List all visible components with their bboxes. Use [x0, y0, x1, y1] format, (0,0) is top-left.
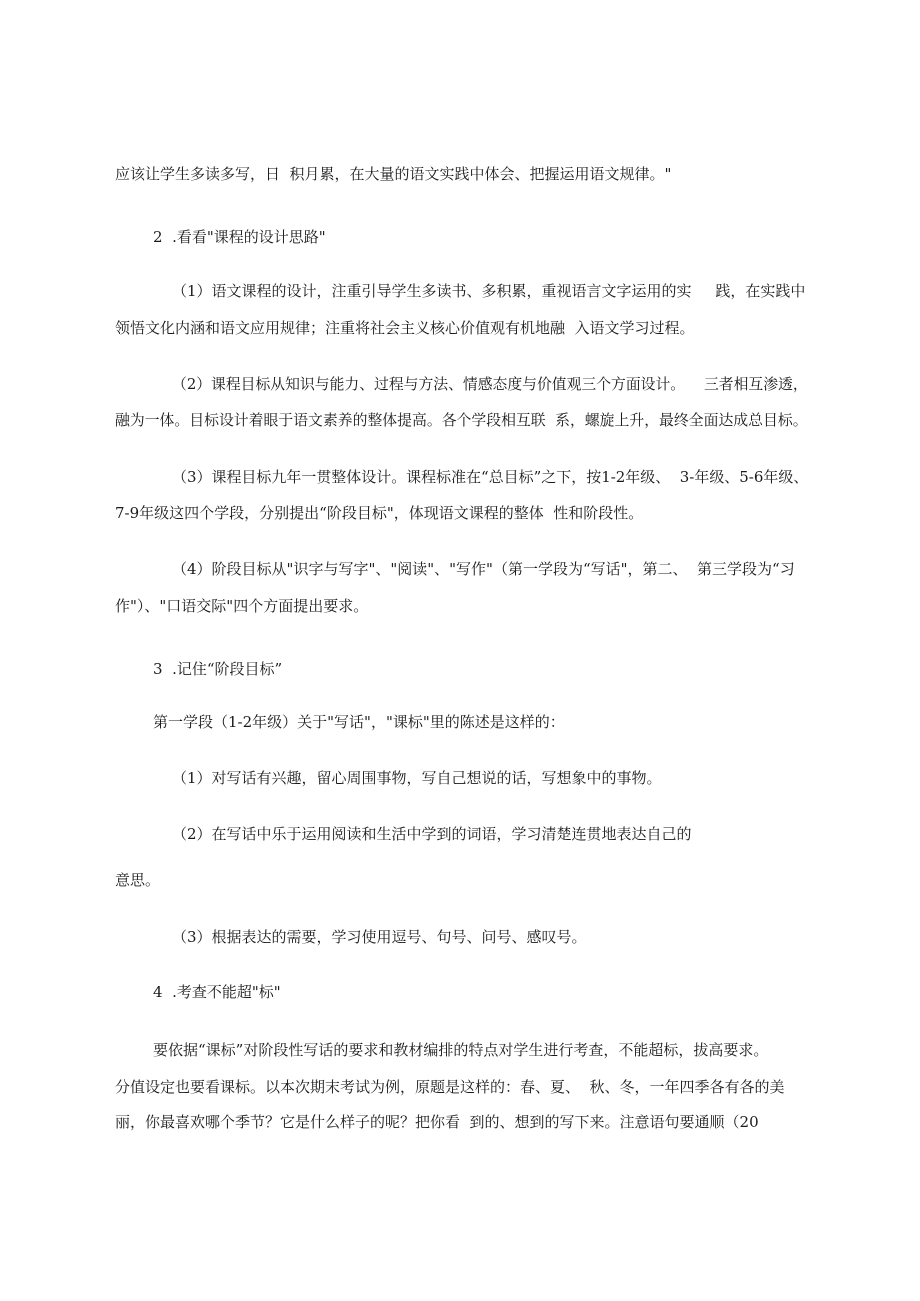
text-line: （3）课程目标九年一贯整体设计。课程标准在“总目标”之下，按1-2年级、 3-年级、5-6年级、 [172, 468, 809, 486]
text-line: （1）语文课程的设计，注重引导学生多读书、多积累，重视语言文字运用的实 践，在实践中 [172, 282, 806, 300]
text-line: （2）课程目标从知识与能力、过程与方法、情感态度与价值观三个方面设计。 三者相互渗透， [172, 375, 808, 393]
text-line: （3）根据表达的需要，学习使用逗号、句号、问号、感叹号。 [172, 928, 587, 946]
text-line: 作"）、"口语交际"四个方面提出要求。 [115, 597, 369, 615]
text-line: 领悟文化内涵和语文应用规律；注重将社会主义核心价值观有机地融 入语文学习过程。 [115, 319, 695, 337]
section-heading: 4 .考查不能超"标" [153, 983, 281, 1001]
text-line: （2）在写话中乐于运用阅读和生活中学到的词语，学习清楚连贯地表达自己的 [172, 825, 692, 843]
text-line: （1）对写话有兴趣，留心周围事物，写自己想说的话，写想象中的事物。 [172, 769, 662, 787]
text-line: （4）阶段目标从"识字与写字"、"阅读"、"写作"（第一学段为“写话"，第二、 第三学段为“习 [172, 560, 795, 578]
text-line: 分值设定也要看课标。以本次期末考试为例，原题是这样的：春、夏、 秋、冬，一年四季各有各的美 [115, 1078, 785, 1096]
text-line: 要依据“课标”对阶段性写话的要求和教材编排的特点对学生进行考查，不能超标，拔高要求。 [153, 1041, 769, 1059]
text-line: 第一学段（1-2年级）关于"写话"，"课标"里的陈述是这样的： [153, 713, 565, 731]
section-heading: 2 .看看"课程的设计思路" [153, 228, 326, 246]
text-line: 意思。 [115, 871, 161, 889]
text-line: 应该让学生多读多写，日 积月累，在大量的语文实践中体会、把握运用语文规律。" [115, 165, 672, 183]
text-line: 7-9年级这四个学段，分别提出“阶段目标"，体现语文课程的整体 性和阶段性。 [115, 504, 644, 522]
section-heading: 3 .记住“阶段目标” [153, 660, 283, 678]
text-line: 丽，你最喜欢哪个季节？它是什么样子的呢？把你看 到的、想到的写下来。注意语句要通顺（20 [115, 1113, 759, 1131]
text-line: 融为一体。目标设计着眼于语文素养的整体提高。各个学段相互联 系，螺旋上升，最终全面达成总目标。 [115, 411, 808, 429]
